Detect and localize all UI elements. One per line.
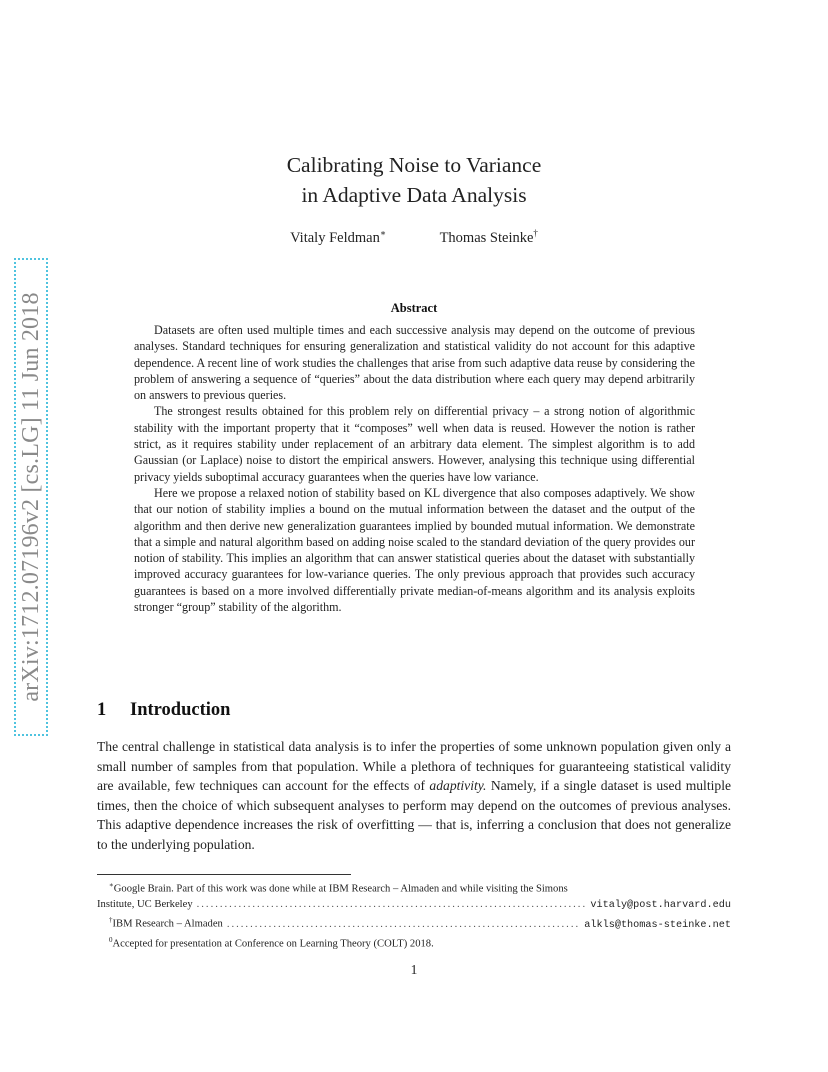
footnote-mark: 0 [109, 935, 113, 944]
body-text-emphasis: adaptivity. [429, 778, 487, 793]
introduction-text [97, 737, 731, 854]
abstract-paragraph: Here we propose a relaxed notion of stability based on KL divergence that also composes adaptively. We show that our notion of stability implies a bound on the mutual information between the dataset and the output of the algorithm and then derive new generalization guarantees implied by bounded mutual information. We demonstrate that a simple and natural algorithm based on adding noise scaled to the standard deviation of the query provides our notion of stability. This implies an algorithm that can answer statistical queries about the dataset with substantially improved accuracy guarantees for low-variance queries. The only previous approach that provides such accuracy guarantees is based on a more involved differentially private median-of-means algorithm and its analysis exploits stronger “group” stability of the algorithm. [134, 485, 695, 615]
author-name: Vitaly Feldman [290, 229, 380, 246]
page-number: 1 [410, 962, 418, 977]
abstract-paragraph: Datasets are often used multiple times and each successive analysis may depend on the outcome of previous analyses. Standard techniques for ensuring generalization and statistical validity do not account for this adaptive dependence. A recent line of work studies the challenges that arise from such adaptive data reuse by considering the problem of answering a sequence of “queries” about the data distribution where each query may depend arbitrarily on answers to previous queries. [134, 323, 695, 403]
body-text-start: The central challenge in statistical data analysis is to infer the properties of some unknown population given only a small number of samples from that population. While a plethora of techniques for guaranteeing statistical validity are available, few techniques can account for the effects of [97, 739, 731, 793]
title-line-2: in Adaptive Data Analysis [301, 183, 527, 207]
section-title: Introduction [130, 700, 231, 720]
footnote-rule [97, 874, 351, 875]
email-link[interactable]: alkls@thomas-steinke.net [584, 919, 731, 931]
footnote-feldman [97, 878, 731, 897]
arxiv-stamp [14, 258, 48, 736]
email-link[interactable]: vitaly@post.harvard.edu [590, 899, 731, 911]
author-footnote-mark: ∗ [379, 228, 386, 238]
footnotes [97, 878, 731, 952]
section-heading [97, 700, 230, 721]
author-feldman [290, 228, 386, 247]
footnote-affiliation: Institute, UC Berkeley [97, 898, 193, 910]
body-paragraph [97, 737, 731, 854]
footnote-text: Accepted for presentation at Conference on Learning Theory (COLT) 2018. [112, 938, 434, 950]
footnote-colt [97, 933, 731, 952]
abstract-paragraph: The strongest results obtained for this problem rely on differential privacy – a strong notion of algorithmic stability with the important property that it “composes” well when data is reused. However the notion is rather strict, as it requires stability under replacement of an arbitrary data element. The simplest algorithm is to add Gaussian (or Laplace) noise to distort the empirical answers. However, analysing this technique using differential privacy yields suboptimal accuracy guarantees when the queries have low variance. [134, 404, 695, 484]
footnote-affiliation: IBM Research – Almaden [112, 918, 223, 930]
footnote-steinke [97, 913, 731, 933]
body-text-end: Namely, if a single dataset is used multiple times, then the choice of which subsequent analyses to perform may depend on the outcomes of previous analyses. This adaptive dependence increases the risk of overfitting — that is, inferring a conclusion that does not generalize to the underlying population. [97, 778, 731, 852]
arxiv-identifier: arXiv:1712.07196v2 [cs.LG] 11 Jun 2018 [14, 258, 48, 736]
footnote-text: Google Brain. Part of this work was done while at IBM Research – Almaden and while visiting the Simons [113, 883, 568, 895]
author-footnote-mark: † [533, 228, 538, 238]
footnote-feldman-contact [97, 897, 731, 913]
abstract-body [134, 322, 695, 615]
section-number: 1 [97, 700, 107, 720]
footnote-mark: ∗ [109, 881, 114, 889]
dot-leader [197, 897, 587, 912]
paper-title [150, 150, 678, 210]
footnote-mark: † [109, 916, 113, 925]
author-name: Thomas Steinke [439, 229, 534, 246]
author-steinke [440, 228, 538, 247]
author-list [150, 228, 678, 247]
title-line-1: Calibrating Noise to Variance [286, 153, 542, 177]
abstract-heading: Abstract [390, 301, 438, 315]
dot-leader [227, 917, 580, 932]
